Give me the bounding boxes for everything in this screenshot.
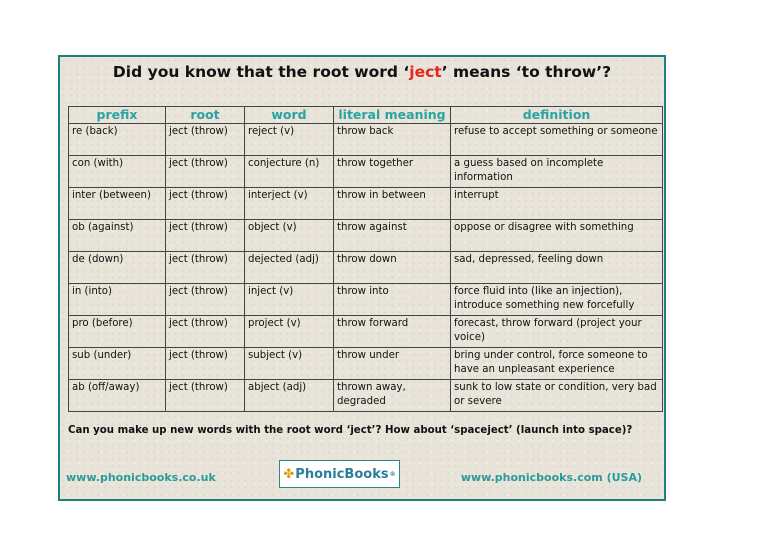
cell-definition: a guess based on incomplete information (451, 156, 663, 188)
cell-definition: bring under control, force someone to have an unpleasant experience (451, 348, 663, 380)
table-row (69, 252, 663, 284)
cell-literal-meaning: throw under (334, 348, 451, 380)
challenge-question: Can you make up new words with the root word ‘ject’? How about ‘spaceject’ (launch into space)? (68, 425, 633, 436)
title-before: Did you know that the root word ‘ (112, 63, 410, 81)
cell-prefix: ob (against) (69, 220, 166, 252)
cell-prefix: ab (off/away) (69, 380, 166, 412)
cell-root: ject (throw) (166, 252, 245, 284)
cell-literal-meaning: throw down (334, 252, 451, 284)
cell-root: ject (throw) (166, 156, 245, 188)
title-after: ’ means ‘to throw’? (441, 63, 612, 81)
cell-word: interject (v) (245, 188, 334, 220)
table-header-row (69, 107, 663, 124)
cell-definition: sunk to low state or condition, very bad or severe (451, 380, 663, 412)
cell-literal-meaning: throw together (334, 156, 451, 188)
header-prefix: prefix (69, 107, 166, 124)
phonicbooks-logo (279, 460, 400, 488)
cell-word: inject (v) (245, 284, 334, 316)
worksheet-card (58, 55, 666, 501)
cell-prefix: in (into) (69, 284, 166, 316)
cell-prefix: de (down) (69, 252, 166, 284)
table-row (69, 124, 663, 156)
cell-prefix: inter (between) (69, 188, 166, 220)
table-row (69, 188, 663, 220)
cell-definition: interrupt (451, 188, 663, 220)
cell-definition: force fluid into (like an injection), introduce something new forcefully (451, 284, 663, 316)
ject-words-table (68, 106, 663, 412)
table-row (69, 284, 663, 316)
cell-prefix: pro (before) (69, 316, 166, 348)
cell-literal-meaning: throw into (334, 284, 451, 316)
cell-word: subject (v) (245, 348, 334, 380)
cell-word: object (v) (245, 220, 334, 252)
cell-root: ject (throw) (166, 284, 245, 316)
header-root: root (166, 107, 245, 124)
cell-root: ject (throw) (166, 380, 245, 412)
trademark-icon: ® (389, 470, 396, 478)
cell-word: dejected (adj) (245, 252, 334, 284)
cell-literal-meaning: throw in between (334, 188, 451, 220)
page-title (60, 63, 664, 81)
cell-literal-meaning: throw forward (334, 316, 451, 348)
cell-definition: oppose or disagree with something (451, 220, 663, 252)
table-row (69, 220, 663, 252)
cell-word: abject (adj) (245, 380, 334, 412)
cell-literal-meaning: thrown away, degraded (334, 380, 451, 412)
cell-literal-meaning: throw against (334, 220, 451, 252)
cell-root: ject (throw) (166, 124, 245, 156)
cell-root: ject (throw) (166, 220, 245, 252)
cell-word: reject (v) (245, 124, 334, 156)
table-row (69, 156, 663, 188)
header-word: word (245, 107, 334, 124)
cell-root: ject (throw) (166, 348, 245, 380)
footer-uk-link[interactable]: www.phonicbooks.co.uk (66, 471, 216, 484)
table-row (69, 348, 663, 380)
cell-definition: sad, depressed, feeling down (451, 252, 663, 284)
table-row (69, 316, 663, 348)
logo-text: PhonicBooks (295, 466, 389, 482)
cell-root: ject (throw) (166, 188, 245, 220)
cell-root: ject (throw) (166, 316, 245, 348)
cell-word: conjecture (n) (245, 156, 334, 188)
cell-literal-meaning: throw back (334, 124, 451, 156)
header-definition: definition (451, 107, 663, 124)
cell-prefix: re (back) (69, 124, 166, 156)
cell-prefix: con (with) (69, 156, 166, 188)
title-highlight: ject (409, 63, 442, 81)
cell-definition: forecast, throw forward (project your voice) (451, 316, 663, 348)
cell-definition: refuse to accept something or someone (451, 124, 663, 156)
footer-usa-link[interactable]: www.phonicbooks.com (USA) (460, 471, 642, 484)
header-literal-meaning: literal meaning (334, 107, 451, 124)
cell-prefix: sub (under) (69, 348, 166, 380)
table-row (69, 380, 663, 412)
cell-word: project (v) (245, 316, 334, 348)
phonicbooks-logo-icon: ✤ (283, 466, 295, 482)
